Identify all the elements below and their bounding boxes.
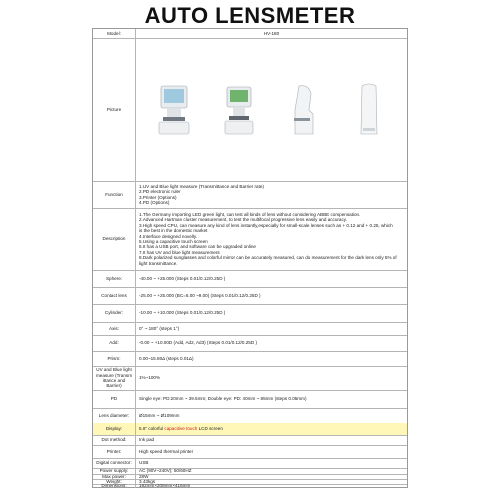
lensmeter-side-image <box>285 80 323 140</box>
function-line: 3.Printer (Options) <box>139 194 177 200</box>
row-add <box>93 335 407 352</box>
product-pictures <box>136 38 407 181</box>
cylinder-label: Cylinder: <box>93 304 136 322</box>
function-line: 1.UV and Blue light measure (Transmittance and Barrier rate) <box>139 183 264 189</box>
row-description <box>93 208 407 271</box>
row-prism <box>93 351 407 367</box>
prism-value: 0.00~15.80Δ (steps 0.01Δ) <box>139 355 194 361</box>
display-value-suffix: LCD screen <box>197 426 223 432</box>
description-line: 5.Using a capacitive touch screen <box>139 239 208 244</box>
row-printer <box>93 445 407 459</box>
prism-label: Prism: <box>93 351 136 366</box>
max-power-value: 28W <box>139 473 149 479</box>
lens-diameter-value: Ø15mm ~ Ø109mm <box>139 412 180 418</box>
function-value <box>136 181 407 208</box>
dimensions-label: Dimensions: <box>93 484 136 488</box>
display-value-prefix: 5.6" colorful <box>139 426 165 432</box>
dot-method-value: Ink pad <box>139 437 155 443</box>
display-value-text <box>139 426 404 431</box>
row-contact-lens <box>93 287 407 305</box>
picture-label: Picture <box>93 38 136 181</box>
lensmeter-back-image <box>350 80 388 140</box>
description-line: 6.It has a USB port, and software can be upgraded online <box>139 244 256 250</box>
description-line: 2.Advanced Hartman cluster measurement, to test the multifocal progressive lens easily and accuracy. <box>139 217 348 223</box>
description-line: 8.Dark polarized sunglasses and colorful mirror can be accurately measured, can do measurement for the dark lens only 5% of <box>139 255 397 261</box>
description-value <box>136 208 407 270</box>
display-label: Display: <box>93 423 136 435</box>
spec-table <box>92 28 408 488</box>
row-dimensions <box>93 484 407 488</box>
row-uv-blue-light <box>93 366 407 391</box>
pd-value: Single eye: PD:20mm ~ 39.5mm; Double eye: PD: 40mm ~ 85mm (steps 0.05mm) <box>139 396 307 402</box>
contact-lens-label: Contact lens <box>93 287 136 304</box>
printer-value: High speed thermal printer <box>139 448 194 454</box>
sphere-label: Sphere: <box>93 270 136 287</box>
description-line: 3.High speed CPU, can measure any kind of lens instantly,especially for small-scale lenses such as + 0.12 and + 0.25, which <box>139 222 393 228</box>
description-line: 1.The Germany importing LED green light, can test all kinds of lens without considering ABBE compensation. <box>139 211 361 217</box>
contact-lens-value: -25.00 ~ +25.000 (BC=6.00 ~9.00) (Steps 0.01/0.12/0.25D ) <box>139 292 261 298</box>
display-value <box>136 423 407 435</box>
cylinder-value: -10.00 ~ +10.000 (Steps 0.01/0.12/0.25D ) <box>139 310 226 316</box>
description-line: light transmittance. <box>139 260 178 266</box>
description-line: 7.It has UV and blue light measurement <box>139 249 220 255</box>
uv-value: 1%~100% <box>139 375 161 381</box>
power-supply-label: Power supply: <box>93 468 136 474</box>
function-line: 2.PD electronic ruler <box>139 189 181 195</box>
description-label: Description <box>93 208 136 270</box>
sphere-value: -40.00 ~ +25.000 (Steps 0.01/0.12/0.25D ) <box>139 275 226 281</box>
row-cylinder <box>93 304 407 323</box>
page-title: AUTO LENSMETER <box>144 3 356 28</box>
lens-diameter-label: Lens diameter: <box>93 408 136 423</box>
display-value-highlight: capacitive touch <box>164 426 198 432</box>
power-supply-value: AC (90V~240V); 50/60HZ <box>139 468 192 474</box>
weight-value: 3.43kgs <box>139 478 156 484</box>
printer-label: Printer: <box>93 445 136 458</box>
add-value: -0.00 ~ +10.00D (Add, Ad2, Ad3) (Steps 0.01/0.12/0.25D ) <box>139 340 257 346</box>
row-axis <box>93 322 407 336</box>
model-label: Model: <box>93 29 136 38</box>
function-line: 4.PD (Options) <box>139 199 170 205</box>
model-value: HV-180 <box>263 30 280 36</box>
lensmeter-front-image <box>155 80 193 140</box>
weight-label: Weight: <box>93 479 136 484</box>
uv-label: UV and Blue light measure (Transm ittance and Barrier) <box>93 366 136 390</box>
digital-connector-value: USB <box>139 460 149 466</box>
row-picture <box>93 38 407 182</box>
axis-label: Axis: <box>93 322 136 335</box>
dot-method-label: Dot method: <box>93 435 136 445</box>
max-power-label: Max power: <box>93 474 136 479</box>
lensmeter-angled-image <box>220 80 258 140</box>
dimensions-value: 192mm×208mm×416mm <box>139 483 191 489</box>
digital-connector-label: Digital connector: <box>93 458 136 468</box>
pd-label: PD <box>93 390 136 408</box>
row-sphere <box>93 270 407 288</box>
description-line: is the best in the domestic market <box>139 228 208 234</box>
row-function <box>93 181 407 209</box>
add-label: Add: <box>93 335 136 351</box>
row-lens-diameter <box>93 408 407 424</box>
row-pd <box>93 390 407 409</box>
axis-value: 0° ~ 180° (steps 1°) <box>139 325 180 331</box>
description-line: 4.Interface designed novelly. <box>139 233 198 239</box>
function-label: Function <box>93 181 136 208</box>
